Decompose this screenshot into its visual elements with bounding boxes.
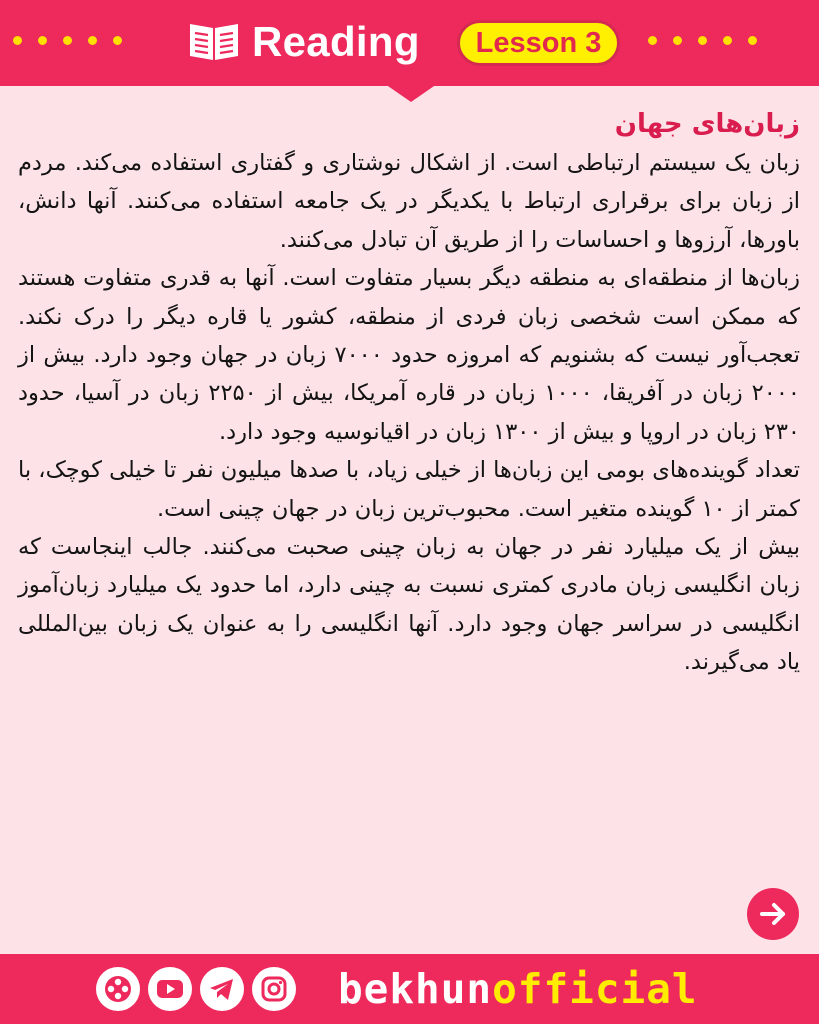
youtube-icon[interactable] (148, 967, 192, 1011)
film-reel-icon[interactable] (96, 967, 140, 1011)
arrow-right-icon (757, 898, 789, 930)
brand-name-part2: official (492, 965, 698, 1013)
book-icon (186, 18, 242, 64)
instagram-icon[interactable] (252, 967, 296, 1011)
brand-name-part1: bekhun (338, 965, 493, 1013)
header-banner (0, 0, 819, 86)
decorative-dots-left (13, 36, 122, 45)
telegram-icon[interactable] (200, 967, 244, 1011)
paragraph-1: زبان یک سیستم ارتباطی است. از اشکال نوشتاری و گفتاری استفاده می‌کند. مردم از زبان برای برقراری ارتباط با یکدیگر در یک جامعه استفاده می‌کنند. آنها دانش، باورها، آرزوها و احساسات را از طریق آن تبادل می‌کنند. (18, 150, 800, 253)
paragraph-2: زبان‌ها از منطقه‌ای به منطقه دیگر بسیار متفاوت است. آنها به قدری متفاوت هستند که ممکن است شخصی زبان فردی از منطقه، کشور یا قاره دیگر را درک نکند. تعجب‌آور نیست که بشنویم که امروزه حدود ۷۰۰۰ زبان در جهان وجود دارد. بیش از ۲۰۰۰ زبان در آفریقا، ۱۰۰۰ زبان در قاره آمریکا، بیش از ۲۲۵۰ زبان در آسیا، حدود ۲۳۰ زبان در اروپا و بیش از ۱۳۰۰ زبان در اقیانوسیه وجود دارد. (18, 265, 800, 445)
footer-banner (0, 954, 819, 1024)
lesson-badge: Lesson 3 (457, 20, 620, 66)
article-body (18, 104, 800, 682)
paragraph-3: تعداد گوینده‌های بومی این زبان‌ها از خیلی زیاد، با صدها میلیون نفر تا خیلی کوچک، با کمتر از ۱۰ گوینده متغیر است. محبوب‌ترین زبان در جهان چینی است. (18, 457, 800, 522)
section-title: Reading (252, 18, 420, 65)
next-page-button[interactable] (747, 888, 799, 940)
header-notch (385, 84, 437, 102)
article-title: زبان‌های جهان (614, 109, 800, 139)
paragraph-4: بیش از یک میلیارد نفر در جهان به زبان چینی صحبت می‌کنند. جالب اینجاست که زبان انگلیسی زبان مادری کمتری نسبت به چینی دارد، اما حدود یک میلیارد زبان‌آموز انگلیسی در سراسر جهان وجود دارد. آنها انگلیسی را به عنوان یک زبان بین‌المللی یاد می‌گیرند. (18, 534, 800, 676)
brand-name (338, 962, 698, 1016)
decorative-dots-right (648, 36, 757, 45)
